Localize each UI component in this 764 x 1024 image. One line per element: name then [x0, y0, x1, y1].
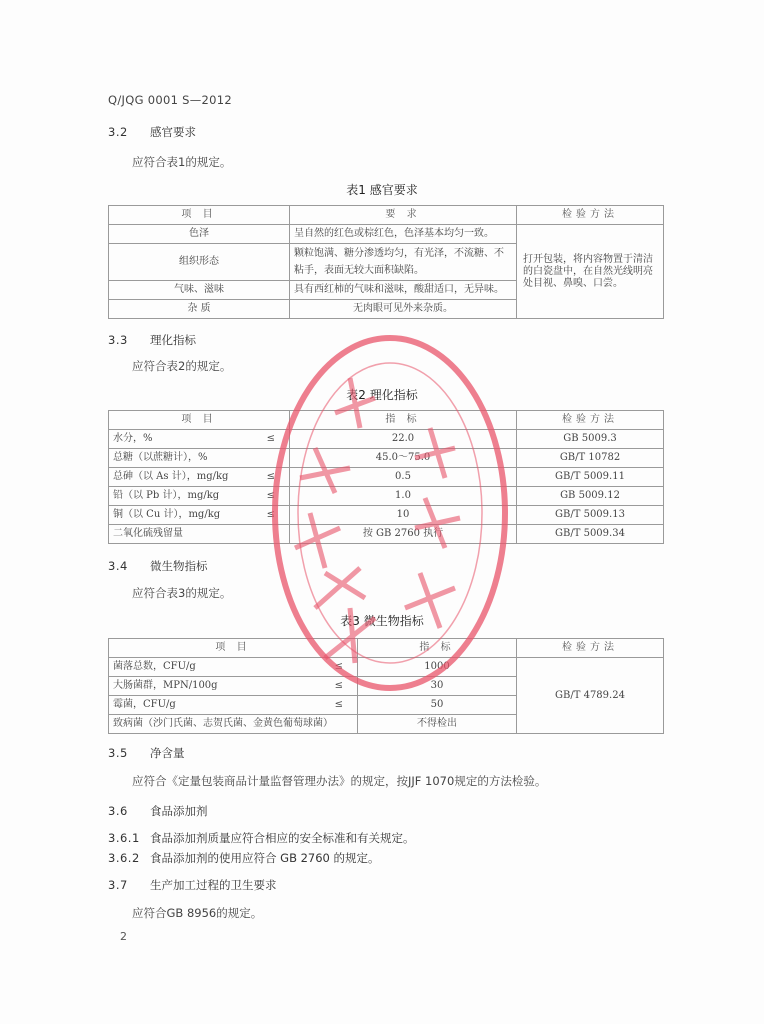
- row-item: 组织形态: [109, 244, 290, 281]
- table-row: [109, 525, 664, 544]
- table3-microbiological: [108, 638, 664, 734]
- section-3-3-heading: [108, 332, 196, 348]
- table-row: [109, 658, 664, 677]
- le-symbol: ≤: [266, 471, 275, 482]
- section-3-7-text: 应符合GB 8956的规定。: [132, 906, 263, 920]
- section-number: 3.5: [108, 746, 128, 760]
- row-item: [109, 677, 358, 696]
- section-3-6-heading: [108, 803, 208, 819]
- le-symbol: ≤: [334, 699, 343, 710]
- le-symbol: ≤: [334, 661, 343, 672]
- table-row: [109, 449, 664, 468]
- le-symbol: ≤: [266, 509, 275, 520]
- row-value: 0.5: [290, 468, 517, 487]
- row-value: 不得检出: [358, 715, 517, 734]
- item-label: 铅（以 Pb 计），mg/kg: [113, 490, 220, 501]
- section-title: 净含量: [150, 746, 185, 760]
- section-3-5-text: 应符合《定量包装商品计量监督管理办法》的规定，按JJF 1070规定的方法检验。: [132, 774, 547, 788]
- item-label: 总糖（以蔗糖计），%: [113, 452, 208, 463]
- section-title: 微生物指标: [150, 559, 208, 573]
- row-item: 气味、滋味: [109, 281, 290, 300]
- item-label: 霉菌，CFU/g: [113, 699, 176, 710]
- section-3-7-heading: [108, 877, 277, 893]
- section-3-5-heading: [108, 745, 185, 761]
- section-number: 3.2: [108, 125, 128, 139]
- row-item: [109, 506, 290, 525]
- row-method: GB/T 10782: [517, 449, 664, 468]
- table1-sensory: [108, 205, 664, 319]
- le-symbol: ≤: [266, 490, 275, 501]
- section-3-2-text: 应符合表1的规定。: [132, 155, 232, 169]
- table-header-row: [109, 206, 664, 225]
- row-item: [109, 525, 290, 544]
- item-label: 总砷（以 As 计），mg/kg: [113, 471, 229, 482]
- header-index: 指 标: [290, 411, 517, 430]
- section-3-6-1: [108, 830, 415, 846]
- row-item: [109, 487, 290, 506]
- table2-caption: 表2 理化指标: [346, 388, 418, 402]
- table-header-row: [109, 639, 664, 658]
- section-title: 生产加工过程的卫生要求: [150, 878, 277, 892]
- section-3-2-heading: [108, 124, 196, 140]
- section-3-6-2: [108, 850, 380, 866]
- header-item: 项 目: [109, 206, 290, 225]
- row-requirement: 呈自然的红色或棕红色，色泽基本均匀一致。: [290, 225, 517, 244]
- table-row: [109, 468, 664, 487]
- header-method: 检验方法: [517, 206, 664, 225]
- section-text: 食品添加剂质量应符合相应的安全标准和有关规定。: [150, 831, 415, 845]
- row-method: GB/T 5009.11: [517, 468, 664, 487]
- section-title: 理化指标: [150, 333, 196, 347]
- section-title: 食品添加剂: [150, 804, 208, 818]
- item-label: 致病菌（沙门氏菌、志贺氏菌、金黄色葡萄球菌）: [113, 718, 333, 729]
- row-value: 45.0～75.0: [290, 449, 517, 468]
- row-item: [109, 715, 358, 734]
- header-index: 指 标: [358, 639, 517, 658]
- table3-caption: 表3 微生物指标: [340, 614, 424, 628]
- row-value: 1000: [358, 658, 517, 677]
- item-label: 二氧化硫残留量: [113, 528, 183, 539]
- item-label: 水分，%: [113, 433, 153, 444]
- table-row: [109, 430, 664, 449]
- row-method: GB/T 5009.13: [517, 506, 664, 525]
- standard-code: Q/JQG 0001 S—2012: [108, 93, 233, 107]
- row-item: 色泽: [109, 225, 290, 244]
- section-3-3-text: 应符合表2的规定。: [132, 359, 232, 373]
- item-label: 铜（以 Cu 计），mg/kg: [113, 509, 221, 520]
- header-item: 项 目: [109, 411, 290, 430]
- header-item: 项 目: [109, 639, 358, 658]
- section-number: 3.4: [108, 559, 128, 573]
- method-cell: 打开包装，将内容物置于清洁的白瓷盘中，在自然光线明亮处目视、鼻嗅、口尝。: [517, 225, 664, 319]
- table-header-row: [109, 411, 664, 430]
- section-number: 3.6: [108, 804, 128, 818]
- section-number: 3.3: [108, 333, 128, 347]
- section-number: 3.6.2: [108, 851, 140, 865]
- header-requirement: 要 求: [290, 206, 517, 225]
- row-item: 杂 质: [109, 300, 290, 319]
- table-row: [109, 506, 664, 525]
- page-number: 2: [120, 930, 127, 943]
- row-item: [109, 696, 358, 715]
- table2-physicochemical: [108, 410, 664, 544]
- le-symbol: ≤: [266, 433, 275, 444]
- row-method: GB 5009.3: [517, 430, 664, 449]
- section-3-4-text: 应符合表3的规定。: [132, 586, 232, 600]
- header-method: 检验方法: [517, 639, 664, 658]
- row-value: 1.0: [290, 487, 517, 506]
- row-value: 30: [358, 677, 517, 696]
- row-item: [109, 658, 358, 677]
- item-label: 菌落总数，CFU/g: [113, 661, 196, 672]
- row-requirement: 具有西红柿的气味和滋味，酸甜适口，无异味。: [290, 281, 517, 300]
- table1-caption: 表1 感官要求: [346, 183, 418, 197]
- header-method: 检验方法: [517, 411, 664, 430]
- row-item: [109, 430, 290, 449]
- section-title: 感官要求: [150, 125, 196, 139]
- row-method: GB/T 5009.34: [517, 525, 664, 544]
- row-requirement: 无肉眼可见外来杂质。: [290, 300, 517, 319]
- table-row: [109, 487, 664, 506]
- item-label: 大肠菌群，MPN/100g: [113, 680, 218, 691]
- row-value: 22.0: [290, 430, 517, 449]
- row-method: GB 5009.12: [517, 487, 664, 506]
- table-row: [109, 225, 664, 244]
- section-3-4-heading: [108, 558, 208, 574]
- row-value: 50: [358, 696, 517, 715]
- row-value: 按 GB 2760 执行: [290, 525, 517, 544]
- le-symbol: ≤: [334, 680, 343, 691]
- section-number: 3.7: [108, 878, 128, 892]
- row-value: 10: [290, 506, 517, 525]
- row-item: [109, 468, 290, 487]
- section-text: 食品添加剂的使用应符合 GB 2760 的规定。: [150, 851, 380, 865]
- section-number: 3.6.1: [108, 831, 140, 845]
- method-cell: GB/T 4789.24: [517, 658, 664, 734]
- row-requirement: 颗粒饱满、糖分渗透均匀，有光泽，不流糖、不粘手，表面无较大面积缺陷。: [290, 244, 517, 281]
- row-item: [109, 449, 290, 468]
